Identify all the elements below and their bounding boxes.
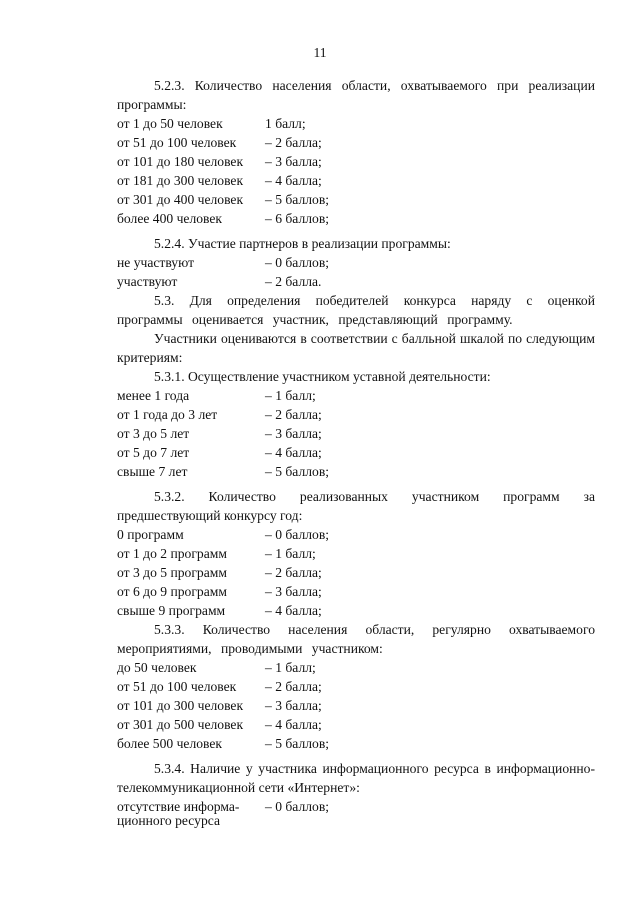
score-list-5-2-3 [117,114,595,228]
score-value: – 4 балла; [265,717,322,732]
score-row [117,734,595,753]
score-list-5-3-2 [117,525,595,620]
score-row [117,601,595,620]
criterion-label: более 500 человек [117,736,222,751]
criterion-label: от 101 до 300 человек [117,698,244,713]
criterion-label: участвуют [117,274,178,289]
score-row [117,253,595,272]
score-row [117,462,595,481]
paragraph-criteria: Участники оцениваются в соответствии с балльной шкалой по следующим критериям: [117,331,595,365]
score-value: – 3 балла; [265,584,322,599]
score-value: – 4 балла; [265,173,322,188]
score-row [117,272,595,291]
score-row [117,544,595,563]
score-value: – 2 балла. [265,274,322,289]
score-row [117,658,595,677]
score-row [117,209,595,228]
score-value: 1 балл; [265,116,306,131]
score-row [117,133,595,152]
score-value: – 0 баллов; [265,799,330,814]
score-list-5-3-4 [117,800,595,828]
criterion-label: от 51 до 100 человек [117,679,237,694]
section-heading-5-3-2: 5.3.2. Количество реализованных участником программ за предшествующий конкурсу год: [117,489,595,523]
score-value: – 4 балла; [265,603,322,618]
score-value: – 1 балл; [265,388,316,403]
score-list-5-3-3 [117,658,595,753]
criterion-label: от 181 до 300 человек [117,173,244,188]
criterion-label: не участвуют [117,255,195,270]
criterion-label: от 1 года до 3 лет [117,407,218,422]
score-row [117,582,595,601]
section-heading-5-3-1: 5.3.1. Осуществление участником уставной деятельности: [154,369,491,384]
score-value: – 1 балл; [265,546,316,561]
page-number: 11 [313,45,327,60]
score-value: – 0 баллов; [265,527,330,542]
criterion-label: отсутствие информа-ционного ресурса [117,799,240,828]
score-value: – 5 баллов; [265,464,330,479]
score-value: – 2 балла; [265,407,322,422]
criterion-label: от 101 до 180 человек [117,154,244,169]
document-body [117,76,595,828]
score-value: – 5 баллов; [265,736,330,751]
score-row [117,405,595,424]
score-row [117,563,595,582]
score-row [117,386,595,405]
score-list-5-2-4 [117,253,595,291]
section-heading-5-3-3: 5.3.3. Количество населения области, регулярно охватываемого мероприятиями, проводимыми участником: [117,622,595,656]
section-heading-5-2-3: 5.2.3. Количество населения области, охватываемого при реализации программы: [117,78,595,112]
score-value: – 2 балла; [265,135,322,150]
section-heading-5-2-4: 5.2.4. Участие партнеров в реализации программы: [154,236,451,251]
score-row [117,677,595,696]
score-value: – 1 балл; [265,660,316,675]
score-value: – 2 балла; [265,565,322,580]
criterion-label: от 301 до 500 человек [117,717,244,732]
criterion-label: от 3 до 5 лет [117,426,190,441]
paragraph-5-3: 5.3. Для определения победителей конкурса наряду с оценкой программы оценивается участник, представляющий программу. [117,293,595,327]
score-value: – 3 балла; [265,698,322,713]
score-row [117,696,595,715]
criterion-label: менее 1 года [117,388,190,403]
score-list-5-3-1 [117,386,595,481]
score-row [117,171,595,190]
score-row [117,715,595,734]
score-row [117,525,595,544]
score-row [117,190,595,209]
criterion-label: от 6 до 9 программ [117,584,227,599]
criterion-label: от 3 до 5 программ [117,565,227,580]
score-value: – 0 баллов; [265,255,330,270]
criterion-label: 0 программ [117,527,184,542]
score-row [117,443,595,462]
score-value: – 2 балла; [265,679,322,694]
score-value: – 6 баллов; [265,211,330,226]
score-value: – 5 баллов; [265,192,330,207]
score-row [117,424,595,443]
score-value: – 3 балла; [265,154,322,169]
score-row [117,114,595,133]
section-heading-5-3-4: 5.3.4. Наличие у участника информационного ресурса в информационно-телекоммуникационной сети «Интернет»: [117,761,595,795]
criterion-label: от 51 до 100 человек [117,135,237,150]
criterion-label: свыше 9 программ [117,603,226,618]
score-row [117,800,595,828]
score-row [117,152,595,171]
criterion-label: до 50 человек [117,660,197,675]
score-value: – 4 балла; [265,445,322,460]
criterion-label: от 1 до 50 человек [117,116,223,131]
criterion-label: свыше 7 лет [117,464,188,479]
score-value: – 3 балла; [265,426,322,441]
criterion-label: от 301 до 400 человек [117,192,244,207]
criterion-label: от 1 до 2 программ [117,546,227,561]
criterion-label: от 5 до 7 лет [117,445,190,460]
criterion-label: более 400 человек [117,211,222,226]
